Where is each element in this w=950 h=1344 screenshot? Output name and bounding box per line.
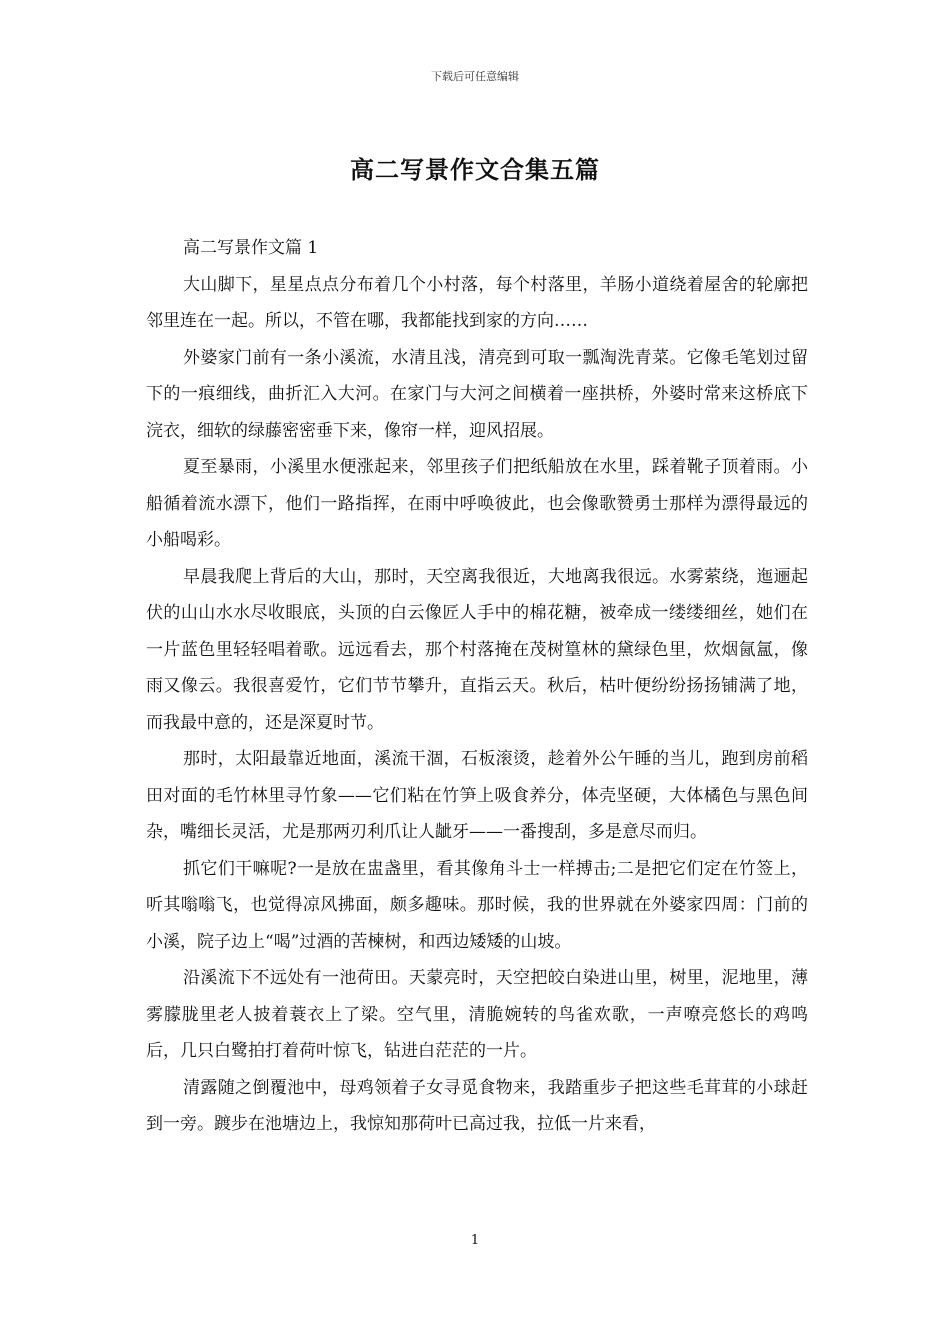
paragraph: 外婆家门前有一条小溪流，水清且浅，清亮到可取一瓢淘洗青菜。它像毛笔划过留下的一痕细线，曲折汇入大河。在家门与大河之间横着一座拱桥，外婆时常来这桥底下浣衣，细软的绿藤密密垂下来，像帘一样，迎风招展。 <box>146 347 808 441</box>
paragraph: 大山脚下，星星点点分布着几个小村落，每个村落里，羊肠小道绕着屋舍的轮廓把邻里连在一起。所以，不管在哪，我都能找到家的方向…… <box>146 274 808 331</box>
document-body <box>146 230 808 1143</box>
paragraph: 夏至暴雨，小溪里水便涨起来，邻里孩子们把纸船放在水里，踩着靴子顶着雨。小船循着流水漂下，他们一路指挥，在雨中呼唤彼此，也会像歌赞勇士那样为漂得最远的小船喝彩。 <box>146 457 808 550</box>
paragraph: 沿溪流下不远处有一池荷田。天蒙亮时，天空把皎白染进山里，树里，泥地里，薄雾朦胧里老人披着蓑衣上了梁。空气里，清脆婉转的鸟雀欢歌，一声嘹亮悠长的鸡鸣后，几只白鹭拍打着荷叶惊飞，钻进白茫茫的一片。 <box>146 968 808 1061</box>
paragraph: 抓它们干嘛呢?一是放在盅盏里，看其像角斗士一样搏击;二是把它们定在竹签上，听其嗡嗡飞，也觉得凉风拂面，颇多趣味。那时候，我的世界就在外婆家四周：门前的小溪，院子边上“喝”过酒的苦楝树，和西边矮矮的山坡。 <box>146 858 808 952</box>
document-title: 高二写景作文合集五篇 <box>350 155 600 184</box>
section-heading: 高二写景作文篇 1 <box>183 238 319 258</box>
paragraph: 早晨我爬上背后的大山，那时，天空离我很近，大地离我很远。水雾萦绕，迤逦起伏的山山水水尽收眼底，头顶的白云像匠人手中的棉花糖，被牵成一缕缕细丝，她们在一片蓝色里轻轻唱着歌。远远看去，那个村落掩在茂树篁林的黛绿色里，炊烟氤氲，像雨又像云。我很喜爱竹，它们节节攀升，直指云天。秋后，枯叶便纷纷扬扬铺满了地，而我最中意的，还是深夏时节。 <box>146 566 808 733</box>
paragraph: 那时，太阳最靠近地面，溪流干涸，石板滚烫，趁着外公午睡的当儿，跑到房前稻田对面的毛竹林里寻竹象——它们粘在竹笋上吸食养分，体壳坚硬，大体橘色与黑色间杂，嘴细长灵活，尤是那两刃利爪让人龇牙——一番搜刮，多是意尽而归。 <box>146 749 808 842</box>
header-note: 下载后可任意编辑 <box>431 70 519 83</box>
paragraph: 清露随之倒覆池中，母鸡领着子女寻觅食物来，我踏重步子把这些毛茸茸的小球赶到一旁。踱步在池塘边上，我惊知那荷叶已高过我，拉低一片来看， <box>146 1077 808 1134</box>
page-number: 1 <box>470 1233 480 1248</box>
